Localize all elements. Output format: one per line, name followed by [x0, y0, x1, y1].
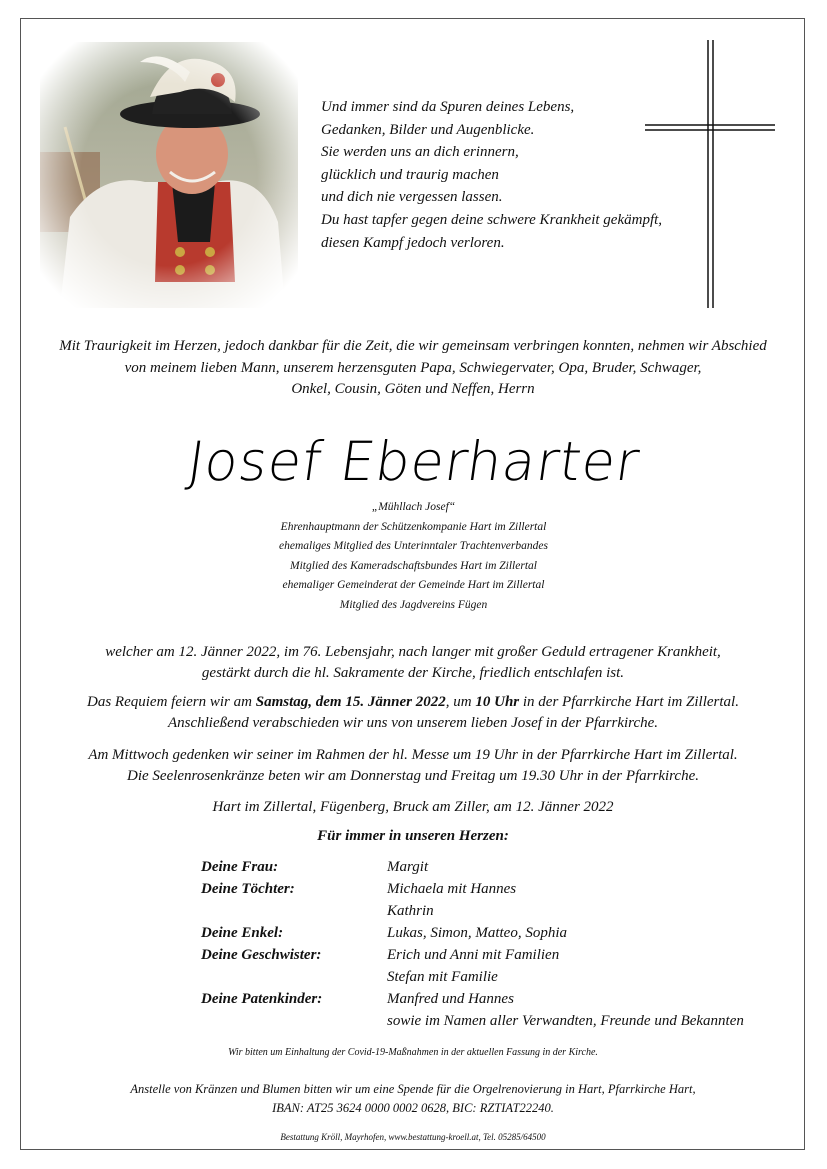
- family-names: Erich und Anni mit Familien: [387, 947, 560, 963]
- poem-line: Gedanken, Bilder und Augenblicke.: [321, 121, 535, 138]
- portrait-photo: [40, 42, 298, 308]
- requiem-mid: , um: [445, 694, 476, 710]
- death-line: welcher am 12. Jänner 2022, im 76. Lebensjahr, nach langer mit großer Geduld ertragener Krankheit,: [105, 644, 721, 660]
- intro-text: [24, 336, 802, 401]
- requiem-time: 10 Uhr: [475, 694, 520, 710]
- family-relation: Deine Töchter:: [201, 881, 295, 897]
- mass-line: Die Seelenrosenkränze beten wir am Donnerstag und Freitag um 19.30 Uhr in der Pfarrkirche.: [127, 768, 699, 784]
- donation-line: Anstelle von Kränzen und Blumen bitten wir um eine Spende für die Orgelrenovierung in Hart, Pfarrkirche Hart,: [130, 1082, 696, 1096]
- family-list: [201, 856, 781, 1032]
- deceased-name-text: Josef Eberharter: [183, 430, 644, 493]
- title-line: Mitglied des Kameradschaftsbundes Hart im Zillertal: [290, 559, 537, 572]
- intro-line: Mit Traurigkeit im Herzen, jedoch dankbar für die Zeit, die wir gemeinsam verbringen konnten, nehmen wir Abschied: [59, 338, 767, 354]
- title-line: ehemaliger Gemeinderat der Gemeinde Hart im Zillertal: [282, 579, 545, 591]
- title-line: Ehrenhauptmann der Schützenkompanie Hart im Zillertal: [280, 520, 547, 533]
- requiem-line: [24, 692, 802, 713]
- motto: Für immer in unseren Herzen:: [317, 828, 509, 844]
- poem-line: glücklich und traurig machen: [321, 166, 499, 183]
- mass-notice: [24, 745, 802, 787]
- family-row: [201, 878, 781, 900]
- poem-line: diesen Kampf jedoch verloren.: [321, 234, 505, 251]
- requiem-pre: Das Requiem feiern wir am: [87, 694, 256, 710]
- family-relation: [201, 966, 387, 988]
- deceased-name: [0, 418, 827, 502]
- family-relation: Deine Geschwister:: [201, 947, 322, 963]
- requiem-date: Samstag, dem 15. Jänner 2022: [255, 694, 446, 710]
- family-names: Margit: [387, 859, 429, 875]
- poem-line: Du hast tapfer gegen deine schwere Krankheit gekämpft,: [321, 211, 663, 228]
- donation-note: [24, 1080, 802, 1118]
- family-row: [201, 988, 781, 1010]
- bank-details: IBAN: AT25 3624 0000 0002 0628, BIC: RZTIAT22240.: [272, 1101, 554, 1115]
- covid-note: Wir bitten um Einhaltung der Covid-19-Maßnahmen in der aktuellen Fassung in der Kirche.: [228, 1047, 598, 1058]
- family-relation: Deine Frau:: [201, 859, 279, 875]
- death-notice: [24, 642, 802, 684]
- cross-icon: [645, 40, 775, 308]
- undertaker-footer: Bestattung Kröll, Mayrhofen, www.bestattung-kroell.at, Tel. 05285/64500: [280, 1132, 546, 1142]
- family-names: Stefan mit Familie: [387, 969, 498, 985]
- family-names: sowie im Namen aller Verwandten, Freunde und Bekannten: [387, 1013, 744, 1029]
- poem-line: Und immer sind da Spuren deines Lebens,: [321, 99, 575, 115]
- honorary-titles: [0, 498, 827, 615]
- family-names: Kathrin: [387, 903, 434, 919]
- place-date: Hart im Zillertal, Fügenberg, Bruck am Ziller, am 12. Jänner 2022: [212, 799, 614, 815]
- mass-line: Am Mittwoch gedenken wir seiner im Rahmen der hl. Messe um 19 Uhr in der Pfarrkirche Hart im Zillertal.: [88, 747, 738, 763]
- requiem-notice: [24, 692, 802, 734]
- title-line: Mitglied des Jagdvereins Fügen: [339, 598, 488, 611]
- title-line: ehemaliges Mitglied des Unterinntaler Trachtenverbandes: [279, 540, 548, 552]
- family-relation: [201, 1010, 387, 1032]
- requiem-post: in der Pfarrkirche Hart im Zillertal.: [519, 694, 739, 710]
- poem: [321, 96, 663, 254]
- family-row: [201, 1010, 781, 1032]
- family-names: Lukas, Simon, Matteo, Sophia: [387, 925, 567, 941]
- intro-line: Onkel, Cousin, Göten und Neffen, Herrn: [291, 381, 535, 397]
- nickname: „Mühllach Josef“: [371, 501, 456, 513]
- family-names: Michaela mit Hannes: [387, 881, 517, 897]
- family-row: [201, 966, 781, 988]
- family-row: [201, 900, 781, 922]
- death-line: gestärkt durch die hl. Sakramente der Kirche, friedlich entschlafen ist.: [201, 665, 625, 681]
- poem-line: Sie werden uns an dich erinnern,: [321, 144, 519, 161]
- poem-line: und dich nie vergessen lassen.: [321, 189, 503, 206]
- family-row: [201, 922, 781, 944]
- family-names: Manfred und Hannes: [387, 991, 514, 1007]
- family-row: [201, 856, 781, 878]
- family-relation: Deine Patenkinder:: [201, 991, 323, 1007]
- farewell-line: Anschließend verabschieden wir uns von unserem lieben Josef in der Pfarrkirche.: [167, 715, 659, 731]
- family-row: [201, 944, 781, 966]
- intro-line: von meinem lieben Mann, unserem herzensguten Papa, Schwiegervater, Opa, Bruder, Schwager,: [124, 359, 702, 376]
- family-relation: [201, 900, 387, 922]
- family-relation: Deine Enkel:: [201, 925, 284, 941]
